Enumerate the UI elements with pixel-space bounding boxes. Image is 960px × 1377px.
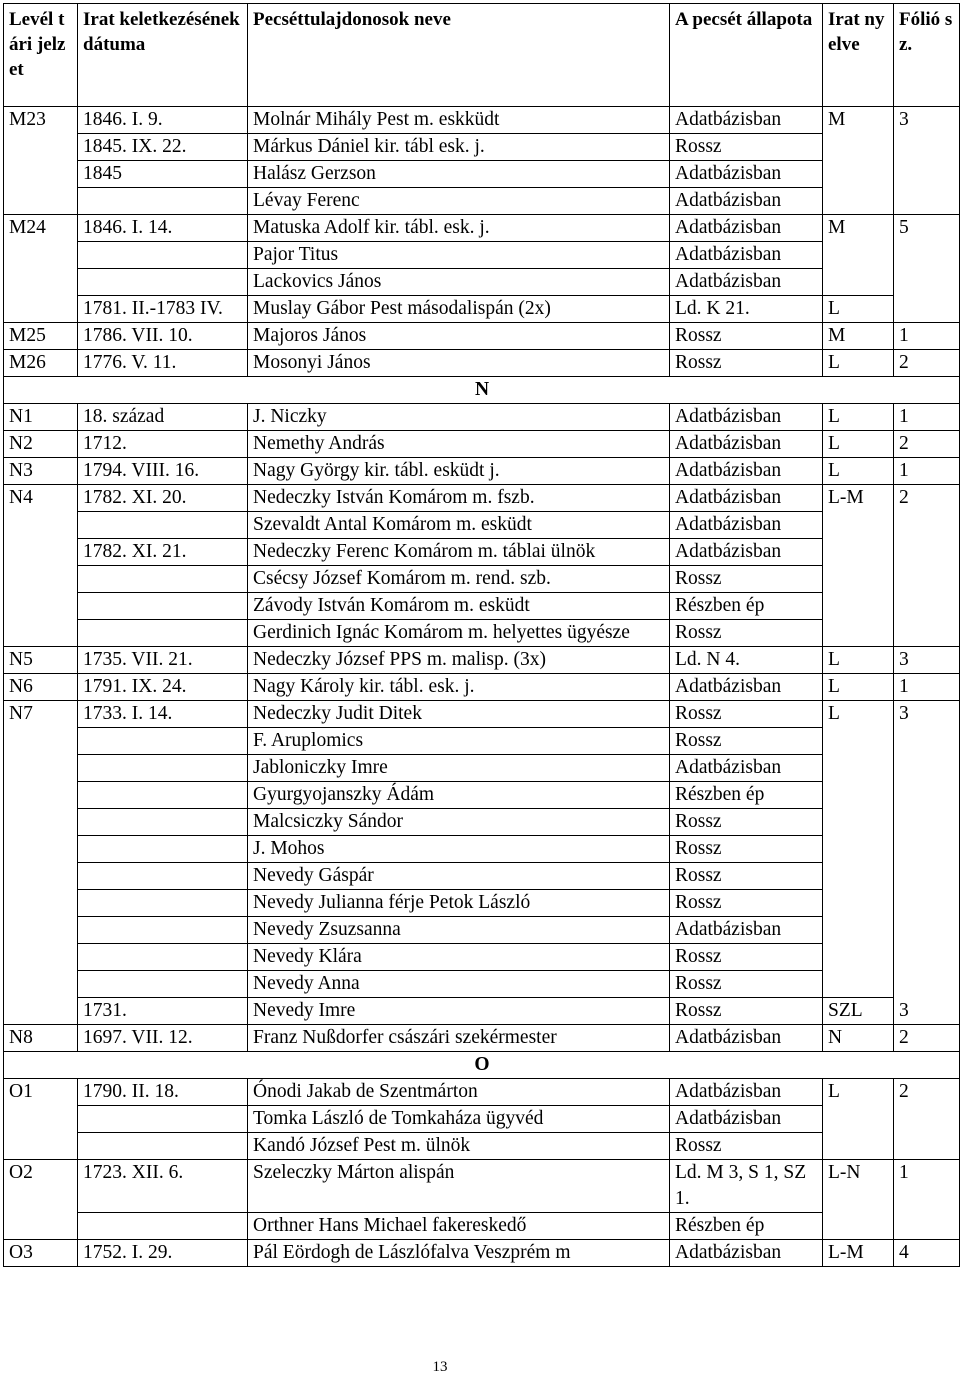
table-row [4,566,960,593]
table-row [4,701,960,728]
ref-cell [4,1106,78,1133]
date-cell: 1733. I. 14. [78,701,248,728]
table-row [4,431,960,458]
date-cell: 1731. [78,998,248,1025]
ref-cell [4,890,78,917]
folio-cell: 2 [894,431,960,458]
date-cell [78,917,248,944]
lang-cell [823,782,894,809]
table-row [4,917,960,944]
lang-cell [823,1213,894,1240]
date-cell: 1782. XI. 21. [78,539,248,566]
lang-cell [823,863,894,890]
folio-cell: 3 [894,107,960,134]
date-cell: 1752. I. 29. [78,1240,248,1267]
seal-state-cell: Adatbázisban [670,458,823,485]
ref-cell: N1 [4,404,78,431]
seal-state-cell: Adatbázisban [670,1025,823,1052]
table-row [4,1079,960,1106]
table-row [4,755,960,782]
folio-cell: 1 [894,674,960,701]
seal-state-cell: Rossz [670,971,823,998]
owner-name-cell: Nedeczky Ferenc Komárom m. táblai ülnök [248,539,670,566]
date-cell: 1846. I. 14. [78,215,248,242]
ref-cell: M23 [4,107,78,134]
owner-name-cell: Nedeczky Judit Ditek [248,701,670,728]
seal-state-cell: Rossz [670,944,823,971]
folio-cell [894,188,960,215]
ref-cell [4,863,78,890]
section-row [4,377,960,404]
lang-cell: L [823,404,894,431]
owner-name-cell: Nedeczky József PPS m. malisp. (3x) [248,647,670,674]
folio-cell: 3 [894,998,960,1025]
lang-cell: M [823,323,894,350]
lang-cell: L [823,350,894,377]
ref-cell [4,161,78,188]
ref-cell [4,728,78,755]
folio-cell: 2 [894,350,960,377]
table-row [4,161,960,188]
table-row [4,188,960,215]
owner-name-cell: Kandó József Pest m. ülnök [248,1133,670,1160]
table-row [4,1240,960,1267]
section-label: O [4,1052,960,1079]
folio-cell: 4 [894,1240,960,1267]
seal-state-cell: Adatbázisban [670,1106,823,1133]
folio-cell [894,1106,960,1133]
date-cell [78,755,248,782]
table-row [4,944,960,971]
date-cell: 1845. IX. 22. [78,134,248,161]
seal-state-cell: Rossz [670,863,823,890]
date-cell: 1791. IX. 24. [78,674,248,701]
folio-cell: 1 [894,323,960,350]
table-row [4,1025,960,1052]
seal-state-cell: Rossz [670,809,823,836]
folio-cell [894,809,960,836]
page-number: 13 [432,1359,448,1375]
owner-name-cell: Nevedy Julianna férje Petok László [248,890,670,917]
owner-name-cell: Szeleczky Márton alispán [248,1160,670,1213]
date-cell: 18. század [78,404,248,431]
date-cell [78,809,248,836]
lang-cell: L-M [823,485,894,512]
ref-cell [4,269,78,296]
folio-cell [894,512,960,539]
lang-cell [823,161,894,188]
owner-name-cell: Lackovics János [248,269,670,296]
lang-cell [823,134,894,161]
lang-cell [823,1106,894,1133]
seal-state-cell: Adatbázisban [670,242,823,269]
date-cell: 1790. II. 18. [78,1079,248,1106]
date-cell [78,269,248,296]
seal-state-cell: Adatbázisban [670,215,823,242]
date-cell [78,863,248,890]
lang-cell: L [823,674,894,701]
header-ref: Levél tári jelzet [4,4,78,107]
ref-cell: N5 [4,647,78,674]
table-row [4,350,960,377]
folio-cell [894,593,960,620]
seal-state-cell: Adatbázisban [670,485,823,512]
section-label: N [4,377,960,404]
table-row [4,1106,960,1133]
owner-name-cell: Mosonyi János [248,350,670,377]
seal-state-cell: Adatbázisban [670,755,823,782]
table-row [4,107,960,134]
lang-cell [823,188,894,215]
table-row [4,539,960,566]
seal-state-cell: Részben ép [670,1213,823,1240]
owner-name-cell: Závody István Komárom m. esküdt [248,593,670,620]
owner-name-cell: F. Aruplomics [248,728,670,755]
folio-cell [894,728,960,755]
ref-cell [4,593,78,620]
date-cell: 1786. VII. 10. [78,323,248,350]
table-row [4,728,960,755]
seal-state-cell: Rossz [670,998,823,1025]
lang-cell [823,971,894,998]
ref-cell: N3 [4,458,78,485]
seal-state-cell: Adatbázisban [670,107,823,134]
ref-cell: N7 [4,701,78,728]
date-cell: 1712. [78,431,248,458]
seal-state-cell: Rossz [670,134,823,161]
lang-cell [823,566,894,593]
ref-cell [4,134,78,161]
ref-cell [4,809,78,836]
header-seal-state: A pecsét állapota [670,4,823,107]
owner-name-cell: Nemethy András [248,431,670,458]
folio-cell [894,1133,960,1160]
date-cell: 1782. XI. 20. [78,485,248,512]
date-cell: 1846. I. 9. [78,107,248,134]
date-cell [78,620,248,647]
lang-cell [823,1133,894,1160]
ref-cell [4,566,78,593]
folio-cell [894,242,960,269]
lang-cell [823,539,894,566]
header-row [4,4,960,107]
seal-state-cell: Rossz [670,890,823,917]
lang-cell [823,755,894,782]
lang-cell: M [823,107,894,134]
date-cell [78,1106,248,1133]
seal-state-cell: Ld. M 3, S 1, SZ 1. [670,1160,823,1213]
table-row [4,647,960,674]
folio-cell [894,161,960,188]
folio-cell: 1 [894,458,960,485]
header-owners: Pecséttulajdonosok neve [248,4,670,107]
lang-cell [823,728,894,755]
ref-cell [4,1133,78,1160]
date-cell [78,512,248,539]
owner-name-cell: Nevedy Zsuzsanna [248,917,670,944]
table-row [4,512,960,539]
table-row [4,1133,960,1160]
folio-cell [894,620,960,647]
seal-state-cell: Adatbázisban [670,431,823,458]
table-row [4,674,960,701]
lang-cell [823,620,894,647]
date-cell [78,971,248,998]
date-cell: 1776. V. 11. [78,350,248,377]
owner-name-cell: Gyurgyojanszky Ádám [248,782,670,809]
ref-cell [4,917,78,944]
folio-cell: 1 [894,404,960,431]
ref-cell [4,755,78,782]
date-cell [78,242,248,269]
owner-name-cell: J. Mohos [248,836,670,863]
ref-cell: N6 [4,674,78,701]
table-row [4,1160,960,1213]
table-row [4,134,960,161]
header-date: Irat keletkezésének dátuma [78,4,248,107]
table-row [4,782,960,809]
seal-state-cell: Rossz [670,350,823,377]
lang-cell [823,512,894,539]
seal-state-cell: Részben ép [670,593,823,620]
folio-cell: 2 [894,1079,960,1106]
owner-name-cell: Tomka László de Tomkaháza ügyvéd [248,1106,670,1133]
date-cell: 1735. VII. 21. [78,647,248,674]
seal-state-cell: Rossz [670,836,823,863]
owner-name-cell: Majoros János [248,323,670,350]
seal-state-cell: Adatbázisban [670,512,823,539]
ref-cell [4,782,78,809]
owner-name-cell: Nevedy Klára [248,944,670,971]
table-row [4,863,960,890]
ref-cell: M25 [4,323,78,350]
folio-cell [894,269,960,296]
seal-records-table [3,3,960,1267]
ref-cell: M24 [4,215,78,242]
seal-state-cell: Rossz [670,701,823,728]
lang-cell: L-M [823,1240,894,1267]
owner-name-cell: Orthner Hans Michael fakereskedő [248,1213,670,1240]
seal-state-cell: Ld. K 21. [670,296,823,323]
ref-cell [4,539,78,566]
seal-state-cell: Rossz [670,728,823,755]
lang-cell: L [823,701,894,728]
date-cell: 1781. II.-1783 IV. [78,296,248,323]
ref-cell: O2 [4,1160,78,1213]
table-row [4,485,960,512]
seal-state-cell: Adatbázisban [670,404,823,431]
records-body [4,107,960,1267]
folio-cell [894,917,960,944]
ref-cell: O3 [4,1240,78,1267]
folio-cell [894,566,960,593]
owner-name-cell: Nevedy Imre [248,998,670,1025]
table-row [4,620,960,647]
owner-name-cell: Pál Eördogh de Lászlófalva Veszprém m [248,1240,670,1267]
folio-cell: 1 [894,1160,960,1213]
header-folio: Fólió sz. [894,4,960,107]
owner-name-cell: Matuska Adolf kir. tábl. esk. j. [248,215,670,242]
folio-cell [894,296,960,323]
lang-cell: L [823,431,894,458]
section-row [4,1052,960,1079]
seal-state-cell: Adatbázisban [670,674,823,701]
owner-name-cell: Márkus Dániel kir. tábl esk. j. [248,134,670,161]
date-cell [78,1133,248,1160]
lang-cell [823,242,894,269]
date-cell [78,944,248,971]
owner-name-cell: J. Niczky [248,404,670,431]
owner-name-cell: Molnár Mihály Pest m. eskküdt [248,107,670,134]
seal-state-cell: Adatbázisban [670,917,823,944]
owner-name-cell: Jabloniczky Imre [248,755,670,782]
lang-cell: N [823,1025,894,1052]
lang-cell [823,809,894,836]
lang-cell: SZL [823,998,894,1025]
owner-name-cell: Nedeczky István Komárom m. fszb. [248,485,670,512]
ref-cell [4,242,78,269]
lang-cell: L [823,1079,894,1106]
owner-name-cell: Malcsiczky Sándor [248,809,670,836]
date-cell: 1845 [78,161,248,188]
folio-cell: 3 [894,647,960,674]
lang-cell: L [823,647,894,674]
owner-name-cell: Halász Gerzson [248,161,670,188]
lang-cell [823,593,894,620]
seal-state-cell: Rossz [670,620,823,647]
ref-cell [4,971,78,998]
lang-cell: M [823,215,894,242]
owner-name-cell: Nevedy Anna [248,971,670,998]
seal-state-cell: Rossz [670,566,823,593]
date-cell [78,836,248,863]
folio-cell [894,944,960,971]
folio-cell [894,863,960,890]
date-cell [78,728,248,755]
lang-cell [823,836,894,863]
table-row [4,836,960,863]
folio-cell: 2 [894,485,960,512]
date-cell [78,188,248,215]
owner-name-cell: Szevaldt Antal Komárom m. esküdt [248,512,670,539]
table-row [4,404,960,431]
ref-cell [4,620,78,647]
lang-cell: L [823,458,894,485]
folio-cell: 2 [894,1025,960,1052]
owner-name-cell: Lévay Ferenc [248,188,670,215]
date-cell: 1723. XII. 6. [78,1160,248,1213]
date-cell [78,782,248,809]
seal-state-cell: Részben ép [670,782,823,809]
owner-name-cell: Csécsy József Komárom m. rend. szb. [248,566,670,593]
owner-name-cell: Pajor Titus [248,242,670,269]
folio-cell [894,890,960,917]
table-row [4,458,960,485]
table-row [4,998,960,1025]
date-cell [78,1213,248,1240]
ref-cell [4,836,78,863]
lang-cell [823,269,894,296]
seal-state-cell: Rossz [670,1133,823,1160]
ref-cell [4,944,78,971]
table-row [4,323,960,350]
seal-state-cell: Adatbázisban [670,188,823,215]
ref-cell [4,296,78,323]
ref-cell: N2 [4,431,78,458]
folio-cell [894,134,960,161]
ref-cell [4,998,78,1025]
seal-state-cell: Adatbázisban [670,161,823,188]
date-cell: 1794. VIII. 16. [78,458,248,485]
table-row [4,971,960,998]
folio-cell [894,539,960,566]
date-cell [78,566,248,593]
folio-cell [894,1213,960,1240]
owner-name-cell: Gerdinich Ignác Komárom m. helyettes ügyésze [248,620,670,647]
folio-cell: 5 [894,215,960,242]
ref-cell: O1 [4,1079,78,1106]
ref-cell [4,188,78,215]
owner-name-cell: Nagy György kir. tábl. esküdt j. [248,458,670,485]
date-cell [78,890,248,917]
date-cell [78,593,248,620]
seal-state-cell: Adatbázisban [670,1240,823,1267]
table-row [4,890,960,917]
folio-cell [894,971,960,998]
header-lang: Irat nyelve [823,4,894,107]
owner-name-cell: Nevedy Gáspár [248,863,670,890]
folio-cell [894,755,960,782]
owner-name-cell: Ónodi Jakab de Szentmárton [248,1079,670,1106]
ref-cell [4,512,78,539]
lang-cell: L-N [823,1160,894,1213]
table-row [4,1213,960,1240]
date-cell: 1697. VII. 12. [78,1025,248,1052]
seal-state-cell: Adatbázisban [670,269,823,296]
owner-name-cell: Franz Nußdorfer császári szekérmester [248,1025,670,1052]
owner-name-cell: Muslay Gábor Pest másodalispán (2x) [248,296,670,323]
table-row [4,296,960,323]
folio-cell: 3 [894,701,960,728]
seal-state-cell: Adatbázisban [670,1079,823,1106]
seal-state-cell: Adatbázisban [670,539,823,566]
ref-cell: N4 [4,485,78,512]
seal-state-cell: Rossz [670,323,823,350]
ref-cell: N8 [4,1025,78,1052]
table-row [4,809,960,836]
ref-cell: M26 [4,350,78,377]
lang-cell: L [823,296,894,323]
table-row [4,215,960,242]
ref-cell [4,1213,78,1240]
folio-cell [894,782,960,809]
table-row [4,242,960,269]
lang-cell [823,917,894,944]
lang-cell [823,890,894,917]
owner-name-cell: Nagy Károly kir. tábl. esk. j. [248,674,670,701]
lang-cell [823,944,894,971]
table-row [4,593,960,620]
table-row [4,269,960,296]
seal-state-cell: Ld. N 4. [670,647,823,674]
folio-cell [894,836,960,863]
